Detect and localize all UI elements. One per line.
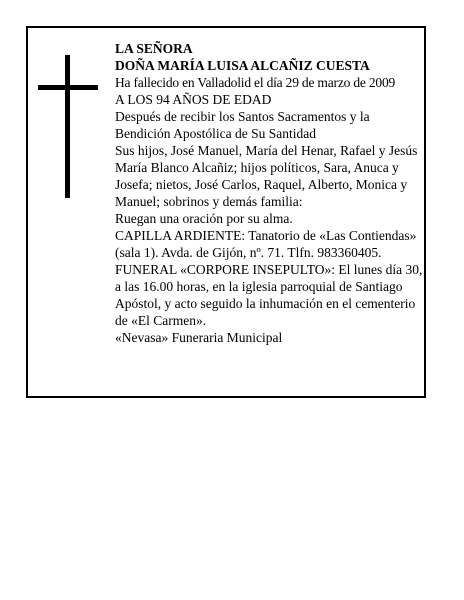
cross-upright <box>65 55 70 198</box>
chapel-info: CAPILLA ARDIENTE: Tanatorio de «Las Contiendas» (sala 1). Avda. de Gijón, nº. 71. Tlfn. 983360405. <box>115 228 417 260</box>
title-line: LA SEÑORA <box>115 41 193 56</box>
funeral-info: FUNERAL «CORPORE INSEPULTO»: El lunes día 30, a las 16.00 horas, en la iglesia parroquial de Santiago Apóstol, y acto seguido la inhumación en el cementerio de «El Carmen». <box>115 262 423 328</box>
cross-icon <box>38 55 98 198</box>
deceased-name: DOÑA MARÍA LUISA ALCAÑIZ CUESTA <box>115 58 370 73</box>
cross-beam <box>38 85 98 90</box>
obituary-notice <box>26 26 426 398</box>
age-line: A LOS 94 AÑOS DE EDAD <box>115 92 272 107</box>
funeral-home: «Nevasa» Funeraria Municipal <box>115 330 283 345</box>
death-announcement: Ha fallecido en Valladolid el día 29 de marzo de 2009 <box>115 75 396 90</box>
notice-body <box>115 40 425 346</box>
sacraments-line: Después de recibir los Santos Sacramentos y la Bendición Apostólica de Su Santidad <box>115 109 370 141</box>
family-list: Sus hijos, José Manuel, María del Henar, Rafael y Jesús María Blanco Alcañiz; hijos políticos, Sara, Anuca y Josefa; nietos, José Carlos, Raquel, Alberto, Monica y Manuel; sobrinos y demás familia: <box>115 143 418 209</box>
prayer-request: Ruegan una oración por su alma. <box>115 211 293 226</box>
